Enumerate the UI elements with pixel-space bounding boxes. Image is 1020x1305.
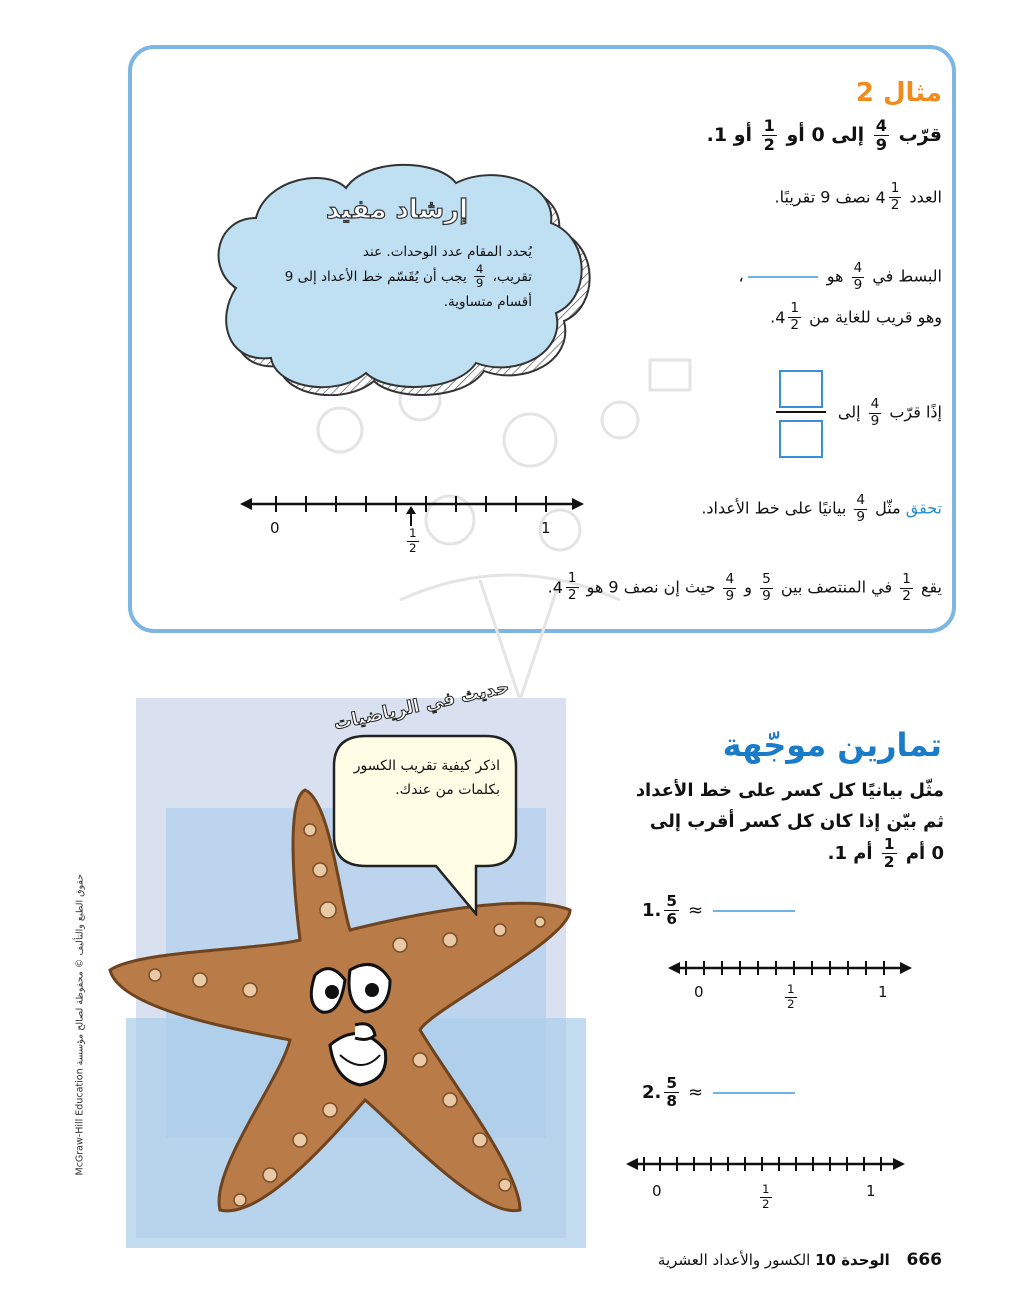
nl-label-zero: 0 — [270, 519, 280, 537]
exercise-1-answer[interactable] — [713, 910, 795, 912]
number-line-ex2 — [626, 1154, 906, 1178]
page-number: 666 — [906, 1250, 942, 1270]
ex2-label-one: 1 — [866, 1182, 876, 1200]
step-1: العدد 4 $\frac{1}{2}$ نصف 9 تقريبًا. — [774, 180, 942, 213]
step-3: وهو قريب للغاية من 4 $\frac{1}{2}$ . — [770, 300, 942, 333]
check-line: تحقق مثّل $\frac{4}{9}$ بيانيًا على خط الأعداد. — [701, 492, 942, 525]
unit-label: الوحدة 10 — [815, 1251, 890, 1269]
step-4: إذًا قرّب $\frac{4}{9}$ إلى — [837, 396, 942, 429]
guided-instructions: مثّل بيانيًا كل كسر على خط الأعداد ثم بيّن إذا كان كل كسر أقرب إلى 0 أم $\frac{1}{2}$ أم 1. — [635, 780, 944, 872]
check-label: تحقق — [905, 498, 942, 518]
fraction-4-9: $\frac{4}{9}$ — [875, 116, 888, 155]
tip-text: يُحدد المقام عدد الوحدات. عند تقريب، $\frac{4}{9}$ يجب أن يُقَسّم خط الأعداد إلى 9 أقسام متساوية. — [284, 244, 532, 310]
answer-blank[interactable] — [748, 276, 818, 278]
exercise-2: 2. $\frac{5}{8}$ ≈ — [642, 1076, 799, 1110]
ex2-label-zero: 0 — [652, 1182, 662, 1200]
unit-title: الكسور والأعداد العشرية — [657, 1251, 811, 1269]
speech-title: حديث في الرياضيات — [331, 676, 512, 735]
number-line-ex1 — [668, 958, 913, 982]
tip-title: إرشاد مفيد — [326, 195, 469, 225]
final-line: يقع $\frac{1}{2}$ في المنتصف بين $\frac{5}{9}$ و $\frac{4}{9}$ حيث إن نصف 9 هو 4 $\frac{1}{2}$ . — [547, 570, 942, 604]
side-credit: McGraw-Hill Education حقوق الطبع والتأليف © محفوظة لصالح مؤسسة — [74, 873, 86, 1176]
page-footer — [658, 1250, 942, 1270]
answer-box-denominator[interactable] — [779, 420, 823, 458]
nl-label-one: 1 — [541, 519, 551, 537]
example-title: مثال 2 — [855, 78, 942, 108]
ex1-label-zero: 0 — [694, 983, 704, 1001]
number-line-ninths — [240, 490, 585, 526]
fraction-1-2: $\frac{1}{2}$ — [763, 116, 775, 155]
fraction-bar — [776, 411, 826, 413]
exercise-1: 1. $\frac{5}{6}$ ≈ — [642, 894, 799, 928]
guided-title: تمارين موجّهة — [722, 726, 942, 764]
ex1-label-one: 1 — [878, 983, 888, 1001]
example-prompt: قرّب $\frac{4}{9}$ إلى 0 أو $\frac{1}{2}$ أو 1. — [706, 116, 942, 155]
ex1-label-half: $\frac{1}{2}$ — [787, 982, 795, 1011]
step-2: البسط في $\frac{4}{9}$ هو ، — [738, 260, 942, 293]
exercise-2-answer[interactable] — [713, 1092, 795, 1094]
speech-text: اذكر كيفية تقريب الكسور بكلمات من عندك. — [353, 758, 500, 798]
ex2-label-half: $\frac{1}{2}$ — [762, 1182, 770, 1211]
answer-box-numerator[interactable] — [779, 370, 823, 408]
nl-label-half: $\frac{1}{2}$ — [409, 526, 417, 555]
